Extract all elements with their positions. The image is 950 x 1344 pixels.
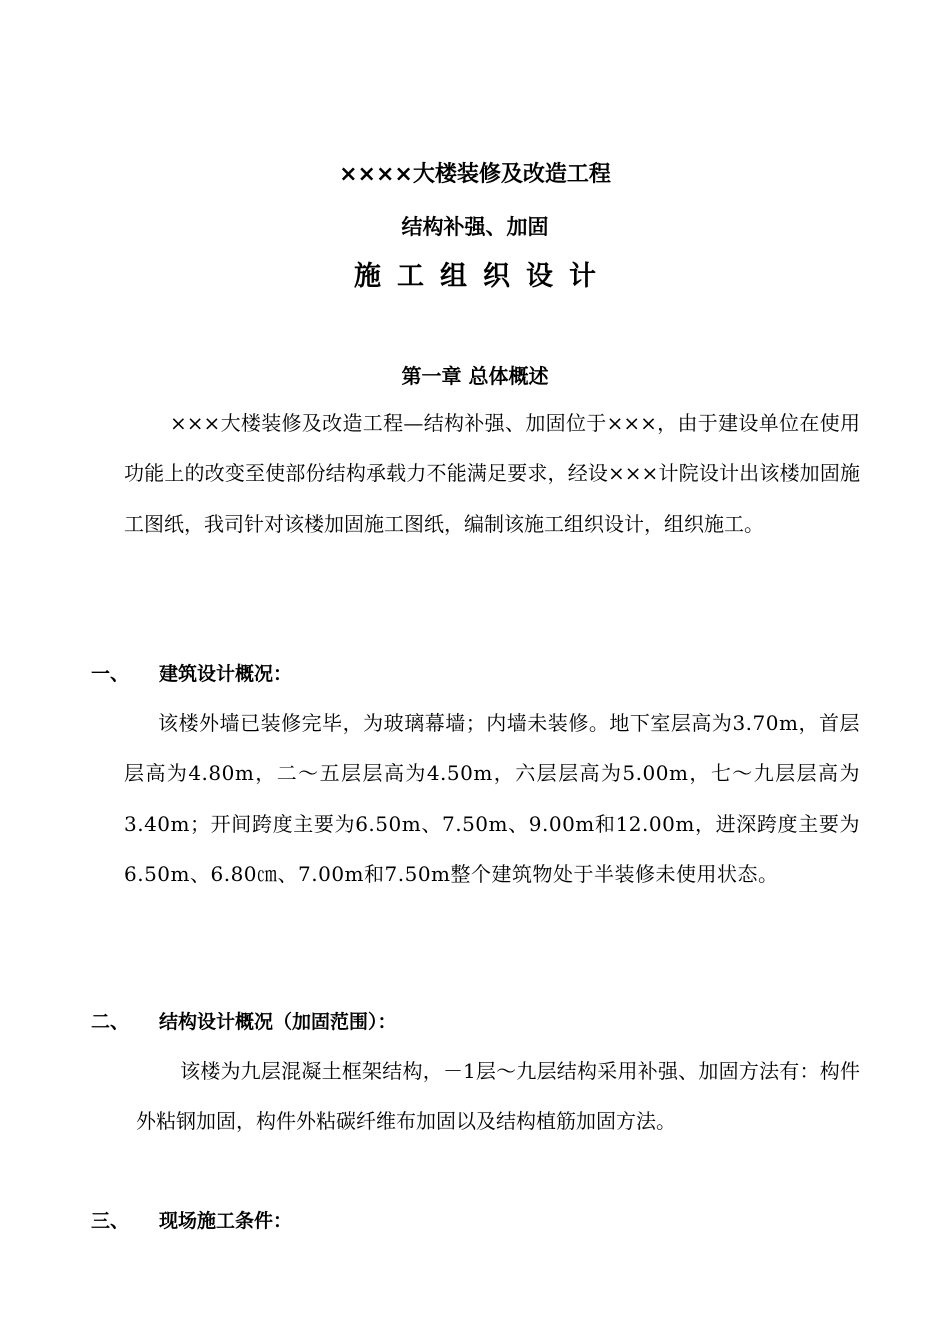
section-body-1: 该楼外墙已装修完毕，为玻璃幕墙；内墙未装修。地下室层高为3.70m，首层层高为4.80m，二～五层层高为4.50m，六层层高为5.00m，七～九层层高为3.40m；开间跨度主要为6.50m、7.50m、9.00m和12.00m，进深跨度主要为6.50m、6.80㎝、7.00m和7.50m整个建筑物处于半装修未使用状态。 — [124, 711, 860, 887]
section-title: 建筑设计概况： — [159, 663, 293, 685]
section-title: 现场施工条件： — [159, 1210, 293, 1232]
section-number: 一、 — [91, 663, 130, 685]
section-number: 三、 — [91, 1210, 130, 1232]
section-heading-2 — [91, 1008, 397, 1036]
section-number: 二、 — [91, 1011, 130, 1033]
document-title: ××××大楼装修及改造工程 — [339, 162, 611, 187]
section-body-2: 该楼为九层混凝土框架结构，－1层～九层结构采用补强、加固方法有：构件外粘钢加固，构件外粘碳纤维布加固以及结构植筋加固方法。 — [136, 1059, 860, 1134]
section-heading-3 — [91, 1207, 292, 1235]
section-title: 结构设计概况（加固范围）： — [159, 1011, 397, 1033]
intro-paragraph: ×××大楼装修及改造工程—结构补强、加固位于×××，由于建设单位在使用功能上的改变至使部份结构承载力不能满足要求，经设×××计院设计出该楼加固施工图纸，我司针对该楼加固施工图纸，编制该施工组织设计，组织施工。 — [124, 411, 860, 536]
chapter-title: 第一章 总体概述 — [401, 364, 549, 388]
section-heading-1 — [91, 660, 292, 688]
document-main-title: 施工组织设计 — [354, 261, 612, 292]
document-subtitle: 结构补强、加固 — [401, 215, 549, 239]
